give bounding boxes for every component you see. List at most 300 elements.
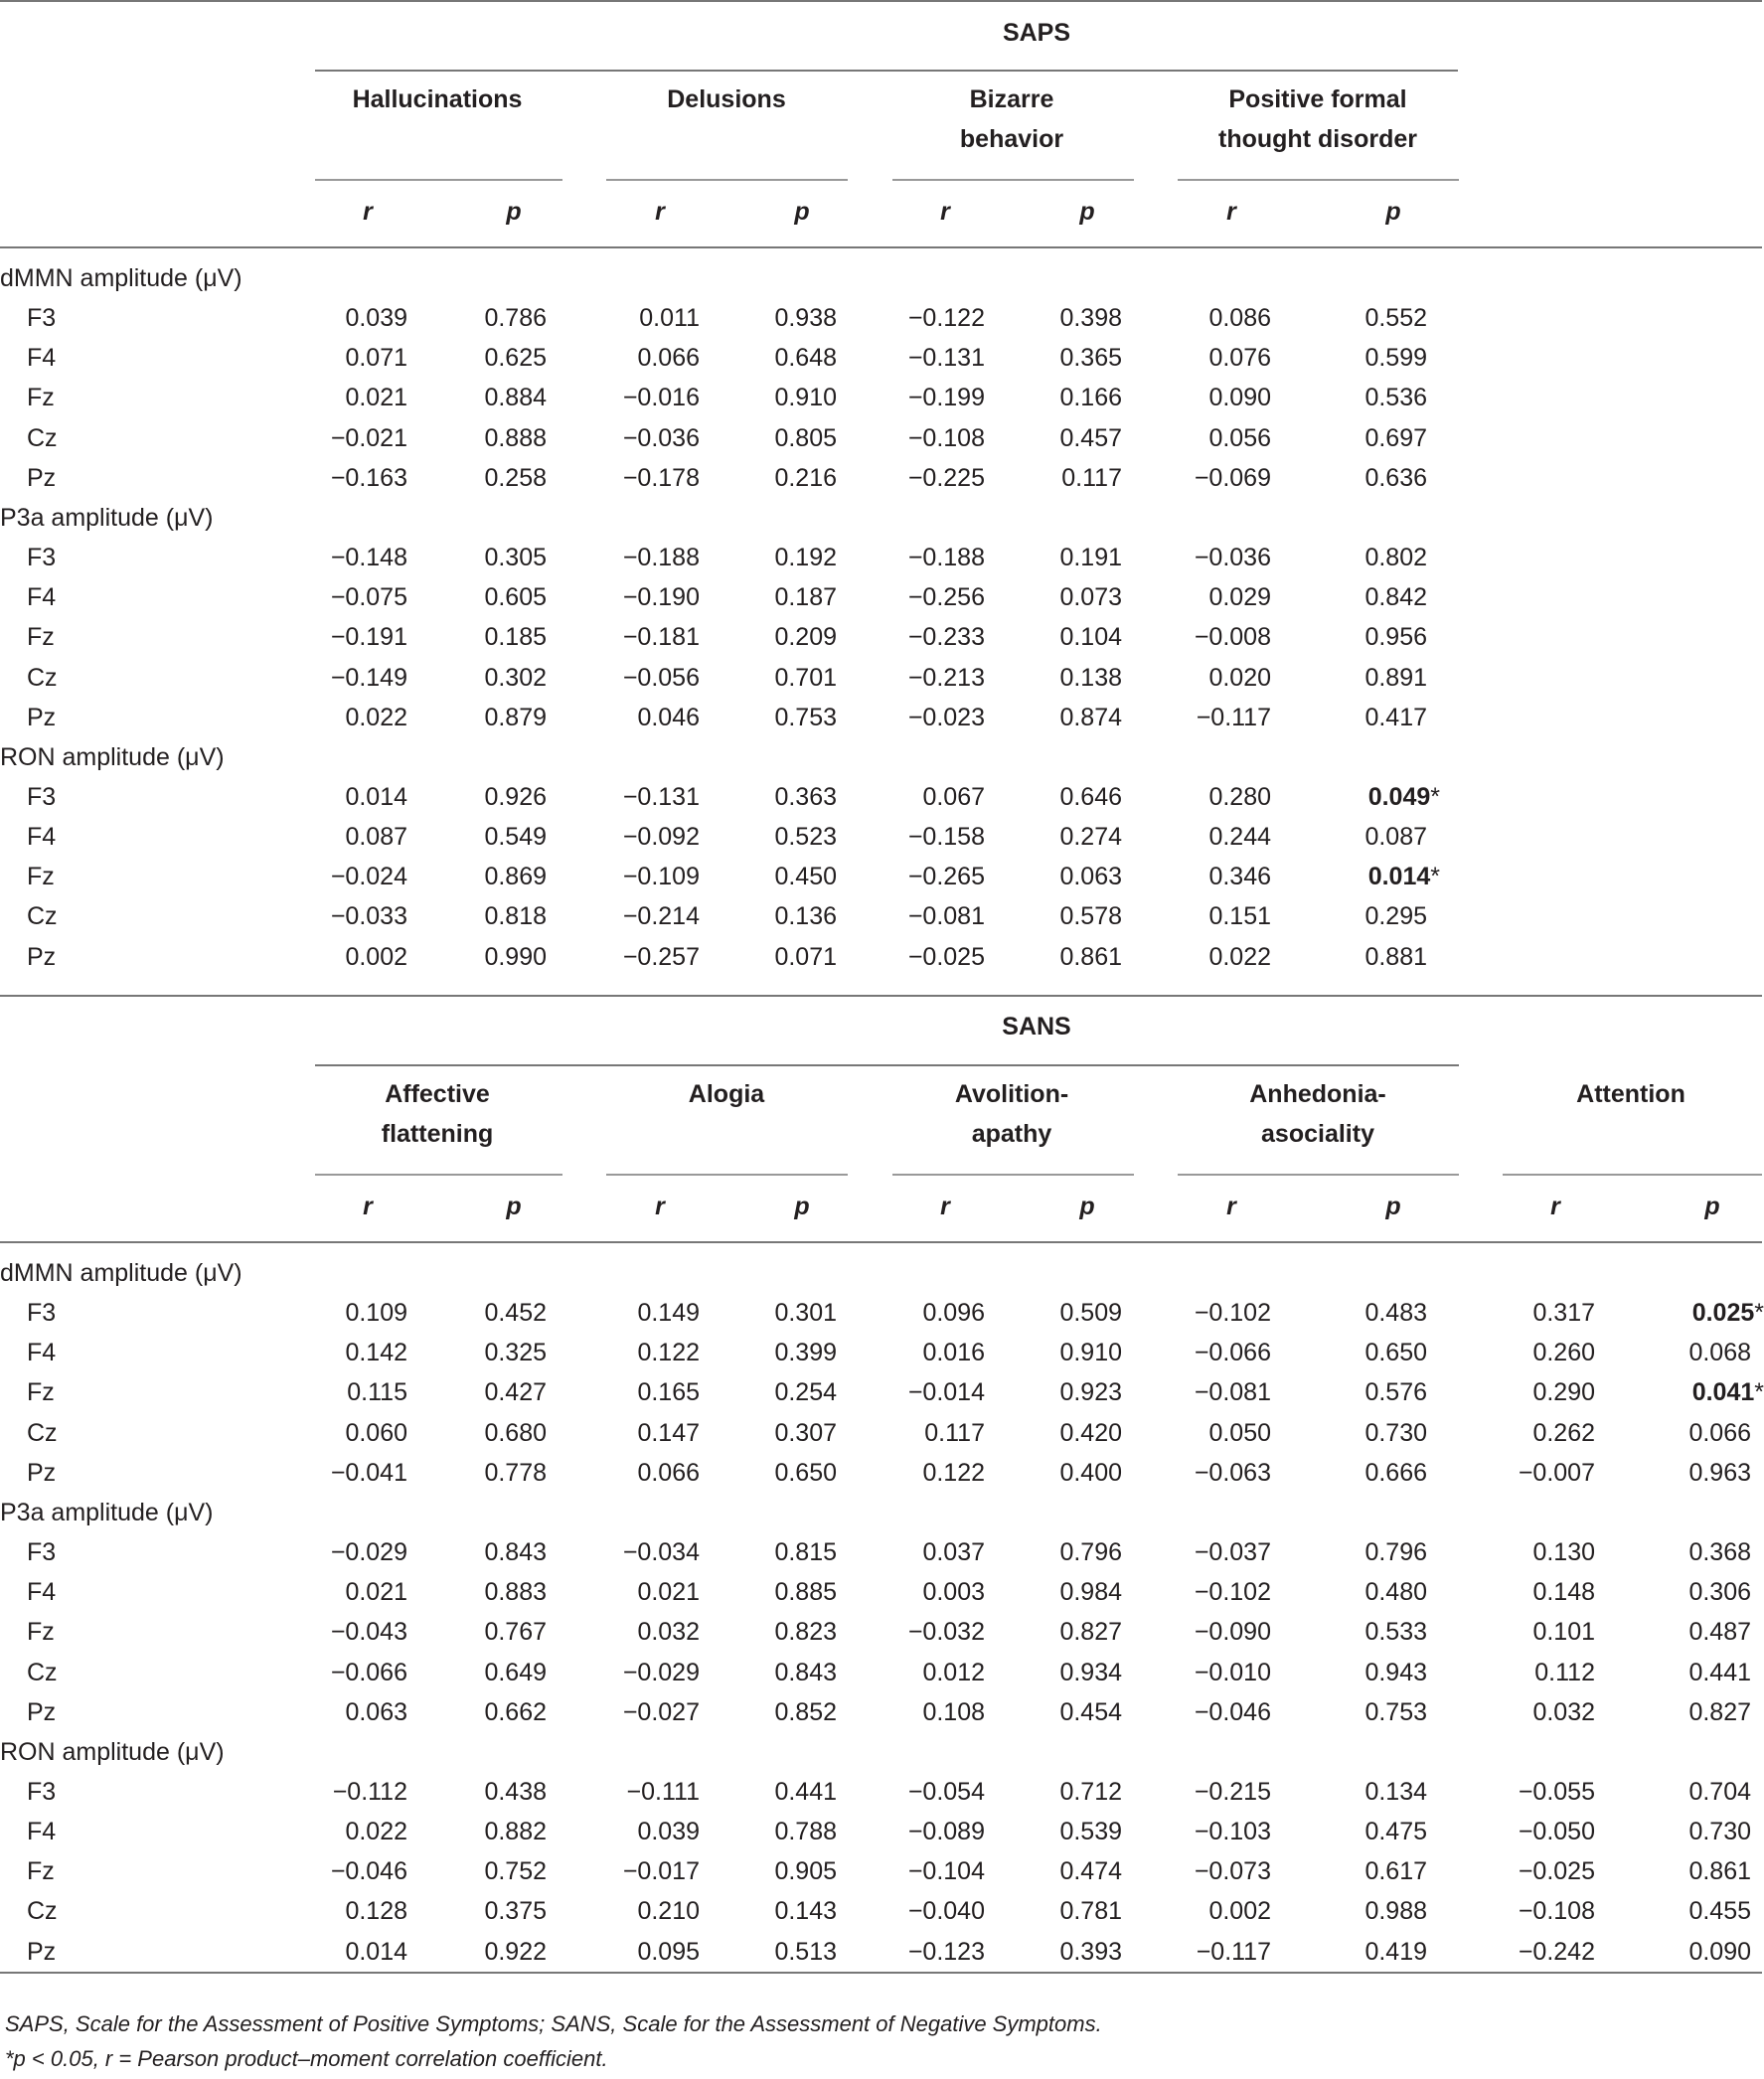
subscale-header: Positive formal [1228, 85, 1407, 113]
r-value-cell: 0.087 [345, 823, 407, 852]
site-label: Pz [27, 703, 57, 731]
p-column-header: p [794, 198, 810, 226]
subscale-underline [315, 179, 562, 181]
r-value-cell: 0.014 [345, 782, 407, 811]
subscale-underline [1178, 179, 1459, 181]
p-value-cell: 0.552 [1364, 304, 1427, 333]
r-value-cell: −0.032 [907, 1618, 985, 1647]
significant-p-value-cell [1692, 1377, 1764, 1407]
r-value-cell: 0.039 [637, 1818, 700, 1846]
r-value-cell: 0.317 [1532, 1299, 1595, 1328]
p-value-cell: 0.869 [484, 863, 547, 891]
r-value-cell: −0.122 [907, 304, 985, 333]
p-value-cell: 0.071 [774, 942, 837, 971]
r-column-header: r [363, 1193, 373, 1220]
subscale-header: Avolition- [954, 1080, 1069, 1108]
significant-p-value-cell [1368, 862, 1440, 891]
significant-value: 0.049 [1367, 782, 1431, 811]
r-value-cell: 0.039 [345, 304, 407, 333]
p-value-cell: 0.398 [1059, 304, 1122, 333]
p-value-cell: 0.441 [1688, 1658, 1751, 1686]
p-value-cell: 0.258 [484, 463, 547, 492]
r-value-cell: 0.142 [345, 1339, 407, 1367]
p-value-cell: 0.441 [774, 1777, 837, 1806]
p-value-cell: 0.400 [1059, 1458, 1122, 1487]
group-label: P3a amplitude (μV) [0, 1498, 214, 1526]
r-value-cell: −0.023 [907, 703, 985, 731]
r-value-cell: −0.024 [330, 863, 407, 891]
p-value-cell: 0.786 [484, 304, 547, 333]
site-label: Cz [27, 1897, 58, 1926]
p-value-cell: 0.306 [1688, 1578, 1751, 1607]
r-value-cell: 0.076 [1208, 344, 1271, 373]
p-value-cell: 0.187 [774, 583, 837, 612]
p-value-cell: 0.617 [1364, 1857, 1427, 1886]
r-value-cell: 0.290 [1532, 1378, 1595, 1407]
p-value-cell: 0.963 [1688, 1458, 1751, 1487]
p-value-cell: 0.539 [1059, 1818, 1122, 1846]
p-value-cell: 0.365 [1059, 344, 1122, 373]
r-value-cell: 0.056 [1208, 423, 1271, 452]
r-value-cell: −0.109 [622, 863, 700, 891]
p-value-cell: 0.307 [774, 1418, 837, 1447]
p-value-cell: 0.216 [774, 463, 837, 492]
r-value-cell: 0.022 [1208, 942, 1271, 971]
p-value-cell: 0.842 [1364, 583, 1427, 612]
site-label: F3 [27, 544, 57, 572]
r-value-cell: −0.111 [626, 1777, 700, 1806]
r-value-cell: 0.003 [922, 1578, 985, 1607]
p-value-cell: 0.191 [1059, 544, 1122, 572]
site-label: Pz [27, 1937, 57, 1966]
r-value-cell: 0.067 [922, 782, 985, 811]
r-value-cell: 0.022 [345, 1818, 407, 1846]
p-column-header: p [794, 1193, 810, 1220]
p-value-cell: 0.438 [484, 1777, 547, 1806]
r-value-cell: 0.022 [345, 703, 407, 731]
p-value-cell: 0.730 [1364, 1418, 1427, 1447]
r-value-cell: −0.199 [907, 384, 985, 412]
r-value-cell: 0.002 [345, 942, 407, 971]
site-label: F4 [27, 1818, 57, 1846]
r-column-header: r [363, 198, 373, 226]
r-value-cell: −0.034 [622, 1538, 700, 1567]
r-value-cell: −0.108 [907, 423, 985, 452]
site-label: Pz [27, 1697, 57, 1726]
section-title-rule [315, 70, 1458, 72]
r-value-cell: 0.122 [637, 1339, 700, 1367]
r-value-cell: −0.050 [1518, 1818, 1595, 1846]
subscale-header: Affective [385, 1080, 490, 1108]
r-value-cell: −0.081 [907, 902, 985, 931]
p-value-cell: 0.117 [1061, 463, 1122, 492]
subscale-underline [315, 1174, 562, 1176]
p-value-cell: 0.680 [484, 1418, 547, 1447]
subscale-underline [892, 179, 1134, 181]
r-value-cell: −0.017 [622, 1857, 700, 1886]
column-header-rule [0, 246, 1762, 248]
p-value-cell: 0.712 [1059, 1777, 1122, 1806]
site-label: Fz [27, 863, 55, 891]
p-value-cell: 0.888 [484, 423, 547, 452]
r-value-cell: −0.073 [1194, 1857, 1271, 1886]
significance-asterisk: * [1430, 863, 1440, 891]
r-value-cell: −0.021 [330, 423, 407, 452]
r-value-cell: 0.086 [1208, 304, 1271, 333]
p-value-cell: 0.753 [1364, 1697, 1427, 1726]
p-value-cell: 0.852 [774, 1697, 837, 1726]
r-value-cell: −0.025 [1518, 1857, 1595, 1886]
r-value-cell: −0.040 [907, 1897, 985, 1926]
subscale-header: apathy [971, 1120, 1052, 1148]
site-label: Cz [27, 1658, 58, 1686]
r-value-cell: −0.131 [622, 782, 700, 811]
r-value-cell: −0.158 [907, 823, 985, 852]
r-value-cell: 0.108 [922, 1697, 985, 1726]
p-value-cell: 0.455 [1688, 1897, 1751, 1926]
p-value-cell: 0.625 [484, 344, 547, 373]
p-value-cell: 0.063 [1059, 863, 1122, 891]
r-value-cell: −0.256 [907, 583, 985, 612]
p-value-cell: 0.697 [1364, 423, 1427, 452]
r-value-cell: −0.117 [1196, 703, 1271, 731]
site-label: Pz [27, 463, 57, 492]
table-top-rule [0, 0, 1762, 2]
p-value-cell: 0.302 [484, 663, 547, 692]
r-value-cell: 0.117 [924, 1418, 985, 1447]
section-divider-rule [0, 995, 1762, 997]
p-value-cell: 0.752 [484, 1857, 547, 1886]
r-value-cell: −0.188 [907, 544, 985, 572]
r-value-cell: −0.066 [330, 1658, 407, 1686]
p-value-cell: 0.457 [1059, 423, 1122, 452]
p-value-cell: 0.910 [774, 384, 837, 412]
r-value-cell: 0.149 [637, 1299, 700, 1328]
p-value-cell: 0.578 [1059, 902, 1122, 931]
p-value-cell: 0.254 [774, 1378, 837, 1407]
significance-asterisk: * [1754, 1378, 1764, 1407]
significant-p-value-cell [1368, 782, 1440, 812]
r-value-cell: −0.131 [907, 344, 985, 373]
p-value-cell: 0.474 [1059, 1857, 1122, 1886]
p-value-cell: 0.891 [1364, 663, 1427, 692]
r-value-cell: −0.163 [330, 463, 407, 492]
r-value-cell: −0.007 [1518, 1458, 1595, 1487]
r-value-cell: −0.092 [622, 823, 700, 852]
r-value-cell: −0.123 [907, 1937, 985, 1966]
subscale-header: behavior [959, 125, 1064, 153]
p-value-cell: 0.926 [484, 782, 547, 811]
site-label: F4 [27, 344, 57, 373]
p-value-cell: 0.767 [484, 1618, 547, 1647]
r-value-cell: −0.036 [622, 423, 700, 452]
p-column-header: p [506, 1193, 522, 1220]
r-value-cell: 0.165 [637, 1378, 700, 1407]
r-value-cell: 0.280 [1208, 782, 1271, 811]
p-value-cell: 0.138 [1059, 663, 1122, 692]
p-value-cell: 0.166 [1059, 384, 1122, 412]
r-value-cell: −0.033 [330, 902, 407, 931]
r-value-cell: −0.257 [622, 942, 700, 971]
r-value-cell: 0.002 [1208, 1897, 1271, 1926]
r-value-cell: 0.210 [637, 1897, 700, 1926]
p-value-cell: 0.884 [484, 384, 547, 412]
r-value-cell: 0.021 [637, 1578, 700, 1607]
p-value-cell: 0.136 [774, 902, 837, 931]
subscale-header: Alogia [688, 1080, 765, 1108]
p-value-cell: 0.885 [774, 1578, 837, 1607]
p-column-header: p [1385, 1193, 1401, 1220]
site-label: F3 [27, 1777, 57, 1806]
r-value-cell: 0.147 [637, 1418, 700, 1447]
r-value-cell: 0.021 [345, 384, 407, 412]
p-value-cell: 0.650 [774, 1458, 837, 1487]
r-column-header: r [655, 1193, 665, 1220]
p-value-cell: 0.483 [1364, 1299, 1427, 1328]
r-value-cell: −0.214 [622, 902, 700, 931]
p-value-cell: 0.861 [1059, 942, 1122, 971]
p-value-cell: 0.143 [774, 1897, 837, 1926]
r-value-cell: −0.178 [622, 463, 700, 492]
p-value-cell: 0.934 [1059, 1658, 1122, 1686]
p-value-cell: 0.533 [1364, 1618, 1427, 1647]
subscale-underline [1503, 1174, 1762, 1176]
r-value-cell: −0.046 [330, 1857, 407, 1886]
r-value-cell: 0.095 [637, 1937, 700, 1966]
p-value-cell: 0.843 [484, 1538, 547, 1567]
r-column-header: r [1226, 198, 1236, 226]
p-value-cell: 0.427 [484, 1378, 547, 1407]
r-value-cell: −0.117 [1196, 1937, 1271, 1966]
r-value-cell: 0.029 [1208, 583, 1271, 612]
site-label: F3 [27, 1299, 57, 1328]
p-value-cell: 0.066 [1688, 1418, 1751, 1447]
p-value-cell: 0.513 [774, 1937, 837, 1966]
p-value-cell: 0.778 [484, 1458, 547, 1487]
r-column-header: r [940, 198, 950, 226]
r-value-cell: 0.046 [637, 703, 700, 731]
subscale-header: Hallucinations [352, 85, 523, 113]
subscale-underline [892, 1174, 1134, 1176]
table-bottom-rule [0, 1972, 1762, 1974]
p-value-cell: 0.648 [774, 344, 837, 373]
r-value-cell: −0.025 [907, 942, 985, 971]
r-value-cell: −0.103 [1194, 1818, 1271, 1846]
significant-value: 0.025 [1691, 1299, 1755, 1328]
group-label: RON amplitude (μV) [0, 742, 225, 771]
p-value-cell: 0.802 [1364, 544, 1427, 572]
subscale-header: Anhedonia- [1249, 1080, 1386, 1108]
r-value-cell: 0.260 [1532, 1339, 1595, 1367]
p-value-cell: 0.636 [1364, 463, 1427, 492]
site-label: F4 [27, 1578, 57, 1607]
r-value-cell: −0.056 [622, 663, 700, 692]
site-label: F4 [27, 583, 57, 612]
p-value-cell: 0.454 [1059, 1697, 1122, 1726]
r-value-cell: 0.032 [1532, 1697, 1595, 1726]
p-value-cell: 0.753 [774, 703, 837, 731]
p-value-cell: 0.805 [774, 423, 837, 452]
p-value-cell: 0.843 [774, 1658, 837, 1686]
r-value-cell: 0.071 [345, 344, 407, 373]
r-value-cell: −0.063 [1194, 1458, 1271, 1487]
site-label: Fz [27, 1378, 55, 1407]
p-column-header: p [1385, 198, 1401, 226]
p-value-cell: 0.087 [1364, 823, 1427, 852]
r-value-cell: −0.108 [1518, 1897, 1595, 1926]
p-column-header: p [1704, 1193, 1720, 1220]
p-value-cell: 0.599 [1364, 344, 1427, 373]
p-column-header: p [1079, 1193, 1095, 1220]
subscale-header: thought disorder [1218, 125, 1417, 153]
p-value-cell: 0.073 [1059, 583, 1122, 612]
r-column-header: r [940, 1193, 950, 1220]
r-value-cell: −0.041 [330, 1458, 407, 1487]
r-value-cell: −0.008 [1194, 623, 1271, 652]
p-value-cell: 0.923 [1059, 1378, 1122, 1407]
p-value-cell: 0.325 [484, 1339, 547, 1367]
r-value-cell: −0.242 [1518, 1937, 1595, 1966]
r-value-cell: 0.037 [922, 1538, 985, 1567]
r-value-cell: −0.089 [907, 1818, 985, 1846]
r-value-cell: −0.029 [330, 1538, 407, 1567]
p-value-cell: 0.509 [1059, 1299, 1122, 1328]
r-value-cell: 0.244 [1208, 823, 1271, 852]
site-label: Cz [27, 1418, 58, 1447]
site-label: F3 [27, 304, 57, 333]
r-value-cell: −0.037 [1194, 1538, 1271, 1567]
p-value-cell: 0.943 [1364, 1658, 1427, 1686]
p-value-cell: 0.368 [1688, 1538, 1751, 1567]
significance-asterisk: * [1754, 1299, 1764, 1328]
group-label: P3a amplitude (μV) [0, 503, 214, 532]
r-value-cell: −0.265 [907, 863, 985, 891]
p-value-cell: 0.375 [484, 1897, 547, 1926]
p-column-header: p [1079, 198, 1095, 226]
r-value-cell: 0.151 [1208, 902, 1271, 931]
p-value-cell: 0.988 [1364, 1897, 1427, 1926]
r-column-header: r [655, 198, 665, 226]
r-column-header: r [1550, 1193, 1560, 1220]
r-value-cell: 0.128 [345, 1897, 407, 1926]
r-value-cell: −0.102 [1194, 1578, 1271, 1607]
p-value-cell: 0.209 [774, 623, 837, 652]
p-value-cell: 0.420 [1059, 1418, 1122, 1447]
significant-p-value-cell [1692, 1298, 1764, 1328]
significant-value: 0.014 [1367, 863, 1431, 891]
r-value-cell: −0.016 [622, 384, 700, 412]
r-value-cell: 0.021 [345, 1578, 407, 1607]
p-value-cell: 0.450 [774, 863, 837, 891]
r-value-cell: −0.225 [907, 463, 985, 492]
r-value-cell: 0.130 [1532, 1538, 1595, 1567]
r-value-cell: 0.066 [637, 344, 700, 373]
subscale-underline [606, 179, 848, 181]
p-value-cell: 0.861 [1688, 1857, 1751, 1886]
p-value-cell: 0.788 [774, 1818, 837, 1846]
site-label: Cz [27, 423, 58, 452]
r-value-cell: 0.115 [347, 1378, 407, 1407]
subscale-header: Bizarre [969, 85, 1054, 113]
r-value-cell: −0.233 [907, 623, 985, 652]
r-value-cell: 0.014 [345, 1937, 407, 1966]
p-value-cell: 0.305 [484, 544, 547, 572]
r-value-cell: 0.090 [1208, 384, 1271, 412]
p-value-cell: 0.827 [1059, 1618, 1122, 1647]
subscale-header: flattening [381, 1120, 494, 1148]
p-value-cell: 0.984 [1059, 1578, 1122, 1607]
r-column-header: r [1226, 1193, 1236, 1220]
p-value-cell: 0.882 [484, 1818, 547, 1846]
r-value-cell: −0.148 [330, 544, 407, 572]
p-value-cell: 0.646 [1059, 782, 1122, 811]
r-value-cell: 0.011 [639, 304, 700, 333]
p-value-cell: 0.480 [1364, 1578, 1427, 1607]
subscale-underline [1178, 1174, 1459, 1176]
p-value-cell: 0.649 [484, 1658, 547, 1686]
p-value-cell: 0.796 [1059, 1538, 1122, 1567]
r-value-cell: 0.063 [345, 1697, 407, 1726]
r-value-cell: −0.181 [622, 623, 700, 652]
p-value-cell: 0.938 [774, 304, 837, 333]
significant-value: 0.041 [1691, 1378, 1755, 1407]
p-value-cell: 0.185 [484, 623, 547, 652]
section-title: SANS [1002, 1013, 1071, 1040]
p-value-cell: 0.068 [1688, 1339, 1751, 1367]
significance-asterisk: * [1430, 782, 1440, 811]
p-value-cell: 0.393 [1059, 1937, 1122, 1966]
p-value-cell: 0.781 [1059, 1897, 1122, 1926]
r-value-cell: −0.054 [907, 1777, 985, 1806]
p-value-cell: 0.881 [1364, 942, 1427, 971]
p-value-cell: 0.818 [484, 902, 547, 931]
site-label: Cz [27, 902, 58, 931]
r-value-cell: 0.032 [637, 1618, 700, 1647]
r-value-cell: −0.090 [1194, 1618, 1271, 1647]
subscale-header: Attention [1576, 1080, 1685, 1108]
r-value-cell: −0.112 [332, 1777, 407, 1806]
r-value-cell: 0.020 [1208, 663, 1271, 692]
r-value-cell: 0.066 [637, 1458, 700, 1487]
r-value-cell: −0.014 [907, 1378, 985, 1407]
p-value-cell: 0.134 [1364, 1777, 1427, 1806]
site-label: Pz [27, 1458, 57, 1487]
site-label: F3 [27, 1538, 57, 1567]
r-value-cell: −0.066 [1194, 1339, 1271, 1367]
p-value-cell: 0.536 [1364, 384, 1427, 412]
p-value-cell: 0.523 [774, 823, 837, 852]
p-value-cell: 0.274 [1059, 823, 1122, 852]
r-value-cell: −0.190 [622, 583, 700, 612]
r-value-cell: −0.188 [622, 544, 700, 572]
column-header-rule [0, 1241, 1762, 1243]
p-value-cell: 0.922 [484, 1937, 547, 1966]
p-column-header: p [506, 198, 522, 226]
p-value-cell: 0.576 [1364, 1378, 1427, 1407]
r-value-cell: 0.050 [1208, 1418, 1271, 1447]
r-value-cell: 0.148 [1532, 1578, 1595, 1607]
r-value-cell: 0.060 [345, 1418, 407, 1447]
r-value-cell: −0.149 [330, 663, 407, 692]
p-value-cell: 0.874 [1059, 703, 1122, 731]
r-value-cell: −0.104 [907, 1857, 985, 1886]
p-value-cell: 0.419 [1364, 1937, 1427, 1966]
r-value-cell: −0.046 [1194, 1697, 1271, 1726]
p-value-cell: 0.662 [484, 1697, 547, 1726]
site-label: Fz [27, 1618, 55, 1647]
p-value-cell: 0.363 [774, 782, 837, 811]
group-label: dMMN amplitude (μV) [0, 1259, 242, 1287]
